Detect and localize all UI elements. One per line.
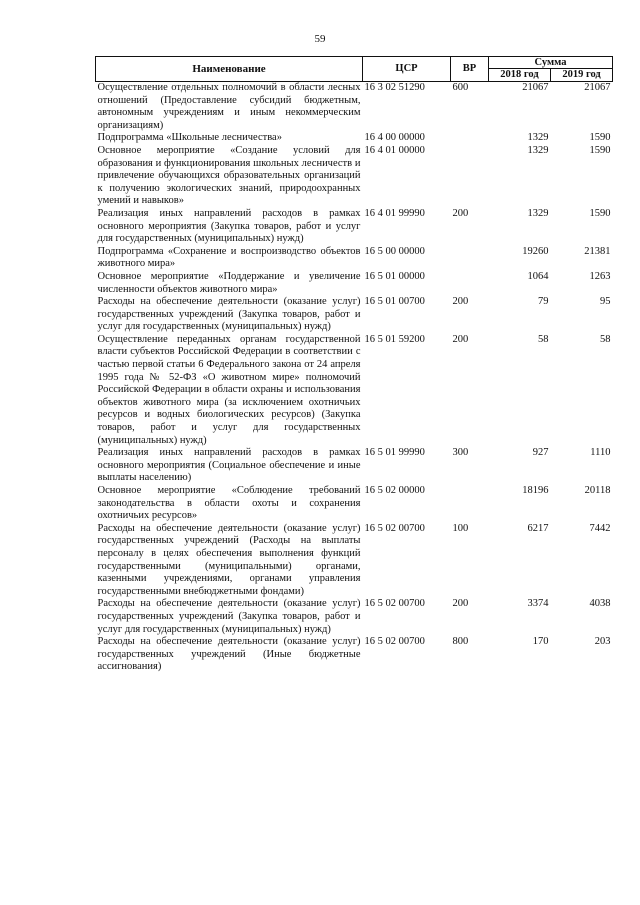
row-name: Подпрограмма «Сохранение и воспроизводство объектов животного мира» bbox=[97, 245, 361, 270]
row-sum-2018: 21067 bbox=[522, 82, 549, 93]
row-sum-2019: 21381 bbox=[584, 245, 611, 257]
row-sum-2018: 58 bbox=[538, 333, 549, 345]
table-row bbox=[96, 271, 613, 296]
row-name: Подпрограмма «Школьные лесничества» bbox=[97, 132, 282, 144]
header-vr: ВР bbox=[451, 57, 489, 82]
row-sum-2018: 1329 bbox=[527, 144, 549, 156]
row-vr: 200 bbox=[452, 207, 469, 219]
header-sum: Сумма bbox=[489, 57, 613, 69]
table-row bbox=[96, 246, 613, 271]
row-vr: 200 bbox=[452, 333, 469, 345]
row-csr: 16 5 02 00700 bbox=[364, 636, 425, 648]
table-row bbox=[96, 334, 613, 447]
page-number: 59 bbox=[314, 33, 326, 45]
row-sum-2018: 1064 bbox=[527, 270, 549, 282]
row-vr bbox=[451, 145, 489, 208]
table-row bbox=[96, 208, 613, 246]
row-name: Расходы на обеспечение деятельности (оказание услуг) государственных учреждений (Расходы на выплаты персоналу в целях обеспечения выполнения функций государственными (муниципальными) органами, казенными учреждениями, органами управления государственными внебюджетными фондами) bbox=[97, 522, 361, 597]
row-sum-2018: 1329 bbox=[527, 132, 549, 144]
row-name: Расходы на обеспечение деятельности (оказание услуг) государственных учреждений (Иные бюджетные ассигнования) bbox=[97, 636, 361, 673]
row-vr bbox=[451, 485, 489, 523]
row-csr: 16 5 01 00000 bbox=[364, 270, 425, 282]
row-csr: 16 5 00 00000 bbox=[364, 245, 425, 257]
row-vr: 200 bbox=[452, 598, 469, 610]
row-sum-2018: 3374 bbox=[527, 598, 549, 610]
row-name: Расходы на обеспечение деятельности (оказание услуг) государственных учреждений (Закупка товаров, работ и услуг для государственных (муниципальных) нужд) bbox=[97, 598, 361, 635]
row-csr: 16 5 02 00000 bbox=[364, 485, 425, 496]
row-vr bbox=[451, 132, 489, 145]
row-sum-2019: 1590 bbox=[589, 144, 611, 156]
table-row bbox=[96, 523, 613, 599]
row-sum-2019: 1263 bbox=[589, 270, 611, 282]
row-sum-2019: 203 bbox=[594, 636, 611, 648]
table-row bbox=[96, 598, 613, 636]
row-sum-2018: 79 bbox=[538, 296, 549, 308]
row-csr: 16 3 02 51290 bbox=[364, 82, 425, 93]
row-name: Реализация иных направлений расходов в рамках основного мероприятия (Социальное обеспечение и иные выплаты населению) bbox=[97, 447, 361, 484]
row-vr bbox=[451, 271, 489, 296]
row-csr: 16 4 01 00000 bbox=[364, 144, 425, 156]
row-csr: 16 5 01 59200 bbox=[364, 333, 425, 345]
row-name: Основное мероприятие «Поддержание и увеличение численности объектов животного мира» bbox=[97, 270, 361, 295]
row-name: Основное мероприятие «Соблюдение требований законодательства в области охоты и сохранения охотничьих ресурсов» bbox=[97, 485, 361, 522]
row-vr: 100 bbox=[452, 522, 469, 534]
row-name: Реализация иных направлений расходов в рамках основного мероприятия (Закупка товаров, работ и услуг для государственных (муниципальных) нужд) bbox=[97, 207, 361, 245]
row-sum-2019: 20118 bbox=[584, 485, 611, 496]
row-sum-2018: 170 bbox=[532, 636, 549, 648]
row-sum-2019: 58 bbox=[600, 333, 611, 345]
row-vr: 600 bbox=[452, 82, 469, 93]
row-name: Осуществление переданных органам государственной власти субъектов Российской Федерации в соответствии с частью первой статьи 6 Федерального закона от 24 апреля 1995 года № 52-ФЗ «О животном мире» полномочий Российской Федерации в области охраны и использования объектов животного мира (за исключением охотничьих ресурсов и водных биологических ресурсов) (Закупка товаров, работ и услуг для государственных (муниципальных) нужд) bbox=[97, 333, 361, 446]
row-sum-2019: 1590 bbox=[589, 207, 611, 219]
table-row bbox=[96, 296, 613, 334]
budget-table bbox=[95, 56, 613, 674]
row-csr: 16 5 01 00700 bbox=[364, 296, 425, 308]
row-sum-2018: 18196 bbox=[522, 485, 549, 496]
row-csr: 16 5 02 00700 bbox=[364, 522, 425, 534]
row-sum-2019: 95 bbox=[600, 296, 611, 308]
row-sum-2018: 1329 bbox=[527, 207, 549, 219]
row-vr: 800 bbox=[452, 636, 469, 648]
table-row bbox=[96, 82, 613, 133]
row-vr bbox=[451, 246, 489, 271]
row-csr: 16 5 01 99990 bbox=[364, 447, 425, 459]
table-row bbox=[96, 447, 613, 485]
row-sum-2018: 6217 bbox=[527, 522, 549, 534]
header-year-2018: 2018 год bbox=[489, 69, 551, 82]
row-sum-2019: 7442 bbox=[589, 522, 611, 534]
row-sum-2019: 4038 bbox=[589, 598, 611, 610]
row-csr: 16 5 02 00700 bbox=[364, 598, 425, 610]
table-row bbox=[96, 145, 613, 208]
budget-table-body bbox=[96, 82, 613, 674]
row-name: Расходы на обеспечение деятельности (оказание услуг) государственных учреждений (Закупка товаров, работ и услуг для государственных (муниципальных) нужд) bbox=[97, 296, 361, 333]
row-sum-2018: 19260 bbox=[522, 245, 549, 257]
row-sum-2019: 1110 bbox=[590, 447, 611, 459]
row-name: Основное мероприятие «Создание условий для образования и функционирования школьных лесничеств и привлечение обучающихся образовательных организаций к получению экологических знаний, природоохранных умений и навыков» bbox=[97, 144, 361, 207]
header-csr: ЦСР bbox=[363, 57, 451, 82]
table-row bbox=[96, 636, 613, 674]
header-name: Наименование bbox=[96, 57, 363, 82]
row-csr: 16 4 00 00000 bbox=[364, 132, 425, 144]
row-csr: 16 4 01 99990 bbox=[364, 207, 425, 219]
header-year-2019: 2019 год bbox=[551, 69, 613, 82]
table-row bbox=[96, 132, 613, 145]
row-vr: 300 bbox=[452, 447, 469, 459]
row-sum-2018: 927 bbox=[532, 447, 549, 459]
row-vr: 200 bbox=[452, 296, 469, 308]
row-sum-2019: 21067 bbox=[584, 82, 611, 93]
row-name: Осуществление отдельных полномочий в области лесных отношений (Предоставление субсидий бюджетным, автономным учреждениям и иным некоммерческим организациям) bbox=[97, 82, 361, 131]
table-row bbox=[96, 485, 613, 523]
row-sum-2019: 1590 bbox=[589, 132, 611, 144]
